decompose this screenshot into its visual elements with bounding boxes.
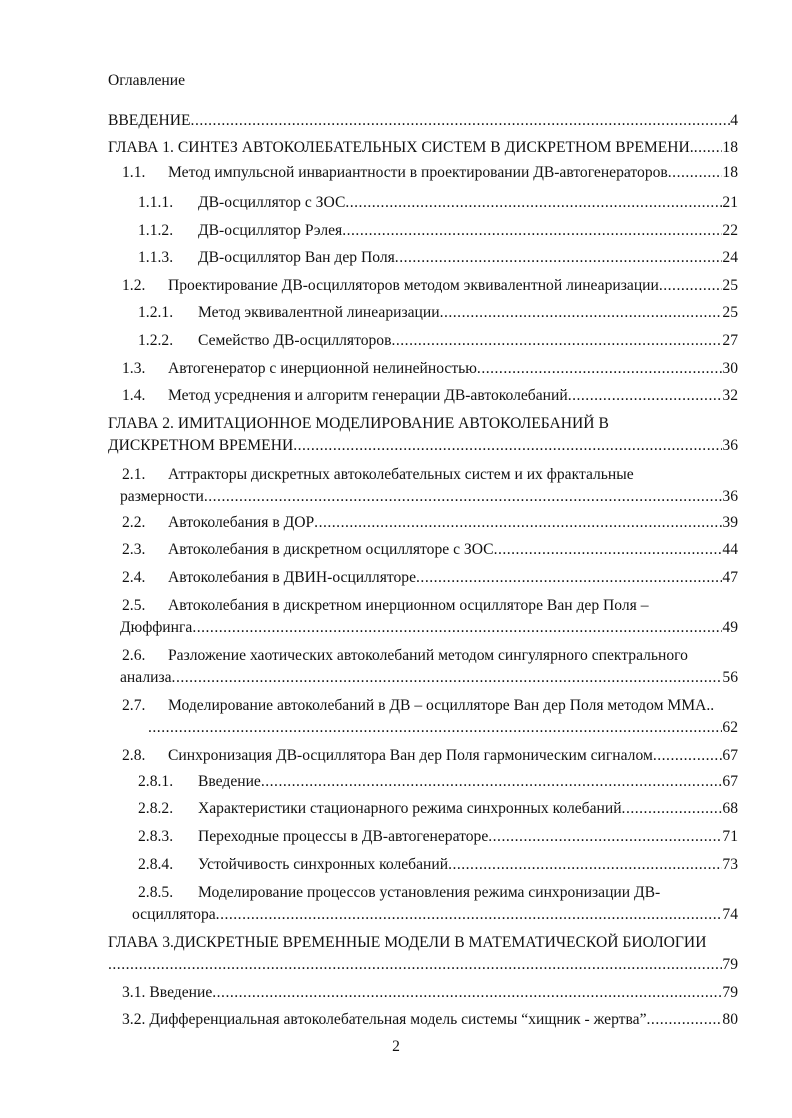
entry-title: Автоколебания в ДОР: [168, 514, 315, 531]
entry-page: 80: [722, 1011, 738, 1028]
dot-leader: [440, 302, 723, 324]
toc-entry[interactable]: [108, 162, 738, 184]
entry-title: Автоколебания в дискретном инерционном осцилляторе Ван дер Поля –: [168, 597, 649, 614]
dot-leader: [261, 771, 723, 793]
toc-entry[interactable]: [108, 695, 738, 739]
entry-page: 56: [722, 669, 738, 686]
entry-page: 24: [722, 249, 738, 266]
dot-leader: [448, 854, 722, 876]
toc-entry[interactable]: [108, 932, 738, 976]
toc-entry[interactable]: [108, 982, 738, 1004]
toc-entry[interactable]: [108, 220, 738, 242]
entry-page: 32: [722, 387, 738, 404]
dot-leader: [694, 137, 723, 159]
dot-leader: [108, 954, 722, 976]
dot-leader: [148, 717, 722, 739]
entry-number: 1.1.1.: [138, 194, 174, 211]
entry-number: 1.2.1.: [138, 304, 174, 321]
toc-entry[interactable]: [108, 798, 738, 820]
entry-number: 2.1.: [122, 466, 146, 483]
entry-title: ДВ-осциллятор Рэлея: [198, 222, 343, 239]
dot-leader: [622, 798, 723, 820]
entry-page: 22: [722, 222, 738, 239]
toc-entry[interactable]: [108, 247, 738, 269]
toc-entry[interactable]: [108, 110, 738, 132]
entry-title: Переходные процессы в ДВ-автогенераторе: [198, 828, 489, 845]
entry-title: ДВ-осциллятор Ван дер Поля: [198, 249, 395, 266]
entry-title: Метод эквивалентной линеаризации: [198, 304, 440, 321]
entry-title: ГЛАВА 2. ИМИТАЦИОННОЕ МОДЕЛИРОВАНИЕ АВТОКОЛЕБАНИЙ В: [108, 415, 609, 432]
dot-leader: [314, 512, 722, 534]
entry-number: 2.6.: [122, 647, 146, 664]
entry-number: 1.4.: [122, 387, 146, 404]
toc-entry[interactable]: [108, 358, 738, 380]
entry-page: 74: [722, 906, 738, 923]
entry-number: 2.8.1.: [138, 773, 174, 790]
entry-title: Автоколебания в дискретном осцилляторе с ЗОС: [168, 541, 494, 558]
dot-leader: [477, 358, 722, 380]
entry-page: 47: [722, 569, 738, 586]
entry-title: осциллятора: [132, 906, 216, 923]
toc-entry[interactable]: [108, 826, 738, 848]
entry-title: Аттракторы дискретных автоколебательных систем и их фрактальные: [168, 466, 634, 483]
toc-entry[interactable]: [108, 1009, 738, 1031]
dot-leader: [653, 745, 723, 767]
entry-page: 79: [722, 956, 738, 973]
entry-page: 68: [722, 800, 738, 817]
dot-leader: [568, 385, 723, 407]
entry-number: 2.8.5.: [138, 884, 174, 901]
entry-title: Моделирование процессов установления режима синхронизации ДВ-: [198, 884, 661, 901]
entry-number: 1.3.: [122, 360, 146, 377]
dot-leader: [391, 330, 722, 352]
entry-number: 2.3.: [122, 541, 146, 558]
dot-leader: [212, 982, 722, 1004]
toc-entry[interactable]: [108, 645, 738, 689]
toc-heading: Оглавление: [108, 72, 186, 89]
toc-entry[interactable]: [108, 512, 738, 534]
page-number: 2: [392, 1038, 400, 1055]
entry-page: 73: [722, 856, 738, 873]
dot-leader: [647, 1009, 723, 1031]
entry-page: 44: [722, 541, 738, 558]
entry-title: Метод импульсной инвариантности в проектировании ДВ-автогенераторов: [168, 164, 668, 181]
entry-number: 1.2.2.: [138, 332, 174, 349]
entry-number: 1.1.3.: [138, 249, 174, 266]
dot-leader: [191, 110, 731, 132]
toc-entry[interactable]: [108, 464, 738, 508]
toc-entry[interactable]: [108, 385, 738, 407]
entry-title: Введение: [149, 984, 213, 1001]
entry-page: 18: [722, 164, 738, 181]
entry-page: 67: [722, 773, 738, 790]
toc-entry[interactable]: [108, 302, 738, 324]
entry-title: Устойчивость синхронных колебаний: [198, 856, 449, 873]
entry-title: Проектирование ДВ-осцилляторов методом эквивалентной линеаризации: [168, 277, 659, 294]
entry-title: Дюффинга: [120, 619, 193, 636]
entry-number: 2.5.: [122, 597, 146, 614]
entry-title: анализа: [120, 669, 172, 686]
entry-title: ГЛАВА 3.ДИСКРЕТНЫЕ ВРЕМЕННЫЕ МОДЕЛИ В МАТЕМАТИЧЕСКОЙ БИОЛОГИИ: [108, 934, 707, 951]
entry-page: 18: [722, 139, 738, 156]
toc-entry[interactable]: [108, 567, 738, 589]
toc-entry[interactable]: [108, 330, 738, 352]
entry-title: ГЛАВА 1. СИНТЕЗ АВТОКОЛЕБАТЕЛЬНЫХ СИСТЕМ В ДИСКРЕТНОМ ВРЕМЕНИ.: [108, 139, 694, 156]
dot-leader: [172, 667, 723, 689]
dot-leader: [668, 162, 723, 184]
entry-page: 36: [722, 488, 738, 505]
entry-title: ДВ-осциллятор с ЗОС: [198, 194, 346, 211]
entry-title: Автоколебания в ДВИН-осцилляторе: [168, 569, 417, 586]
toc-entry[interactable]: [108, 413, 738, 457]
entry-number: 3.2.: [122, 1011, 146, 1028]
toc-entry[interactable]: [108, 275, 738, 297]
entry-number: 2.8.2.: [138, 800, 174, 817]
entry-page: 25: [722, 304, 738, 321]
toc-entry[interactable]: [108, 595, 738, 639]
entry-title: Введение: [198, 773, 261, 790]
entry-number: 2.8.4.: [138, 856, 174, 873]
entry-number: 1.1.2.: [138, 222, 174, 239]
dot-leader: [494, 539, 723, 561]
entry-page: 27: [722, 332, 738, 349]
toc-entry[interactable]: [108, 854, 738, 876]
entry-number: 2.4.: [122, 569, 146, 586]
entry-page: 25: [722, 277, 738, 294]
toc-entry[interactable]: [108, 745, 738, 767]
dot-leader: [204, 486, 723, 508]
entry-title: ДИСКРЕТНОМ ВРЕМЕНИ: [108, 437, 294, 454]
entry-number: 2.7.: [122, 697, 146, 714]
entry-page: 79: [722, 984, 738, 1001]
dot-leader: [345, 192, 722, 214]
entry-title: Моделирование автоколебаний в ДВ – осцилляторе Ван дер Поля методом ММА..: [168, 697, 715, 714]
entry-title: Семейство ДВ-осцилляторов: [198, 332, 392, 349]
entry-title: размерности: [120, 488, 204, 505]
entry-number: 1.1.: [122, 164, 146, 181]
dot-leader: [395, 247, 723, 269]
entry-title: Автогенератор с инерционной нелинейностью: [168, 360, 477, 377]
entry-title: Характеристики стационарного режима синхронных колебаний: [198, 800, 622, 817]
entry-page: 49: [722, 619, 738, 636]
entry-title: Синхронизация ДВ-осциллятора Ван дер Поля гармоническим сигналом: [168, 747, 653, 764]
dot-leader: [293, 435, 722, 457]
dot-leader: [192, 617, 722, 639]
entry-page: 67: [722, 747, 738, 764]
entry-page: 62: [722, 719, 738, 736]
dot-leader: [659, 275, 723, 297]
entry-title: Дифференциальная автоколебательная модель системы “хищник - жертва”: [149, 1011, 647, 1028]
dot-leader: [488, 826, 722, 848]
dot-leader: [342, 220, 722, 242]
toc-entry[interactable]: [108, 137, 738, 159]
entry-page: 30: [722, 360, 738, 377]
entry-title: Метод усреднения и алгоритм генерации ДВ-автоколебаний: [168, 387, 568, 404]
dot-leader: [216, 904, 723, 926]
entry-number: 2.8.: [122, 747, 146, 764]
entry-number: 2.2.: [122, 514, 146, 531]
entry-page: 21: [722, 194, 738, 211]
entry-number: 1.2.: [122, 277, 146, 294]
toc-entry[interactable]: [108, 771, 738, 793]
entry-number: 3.1.: [122, 984, 146, 1001]
dot-leader: [416, 567, 722, 589]
toc-entry[interactable]: [108, 539, 738, 561]
entry-number: 2.8.3.: [138, 828, 174, 845]
entry-title: ВВЕДЕНИЕ: [108, 112, 191, 129]
entry-title: Разложение хаотических автоколебаний методом сингулярного спектрального: [168, 647, 688, 664]
toc-entry[interactable]: [108, 882, 738, 926]
entry-page: 39: [722, 514, 738, 531]
entry-page: 71: [722, 828, 738, 845]
entry-page: 4: [730, 112, 738, 129]
entry-page: 36: [722, 437, 738, 454]
toc-entry[interactable]: [108, 192, 738, 214]
